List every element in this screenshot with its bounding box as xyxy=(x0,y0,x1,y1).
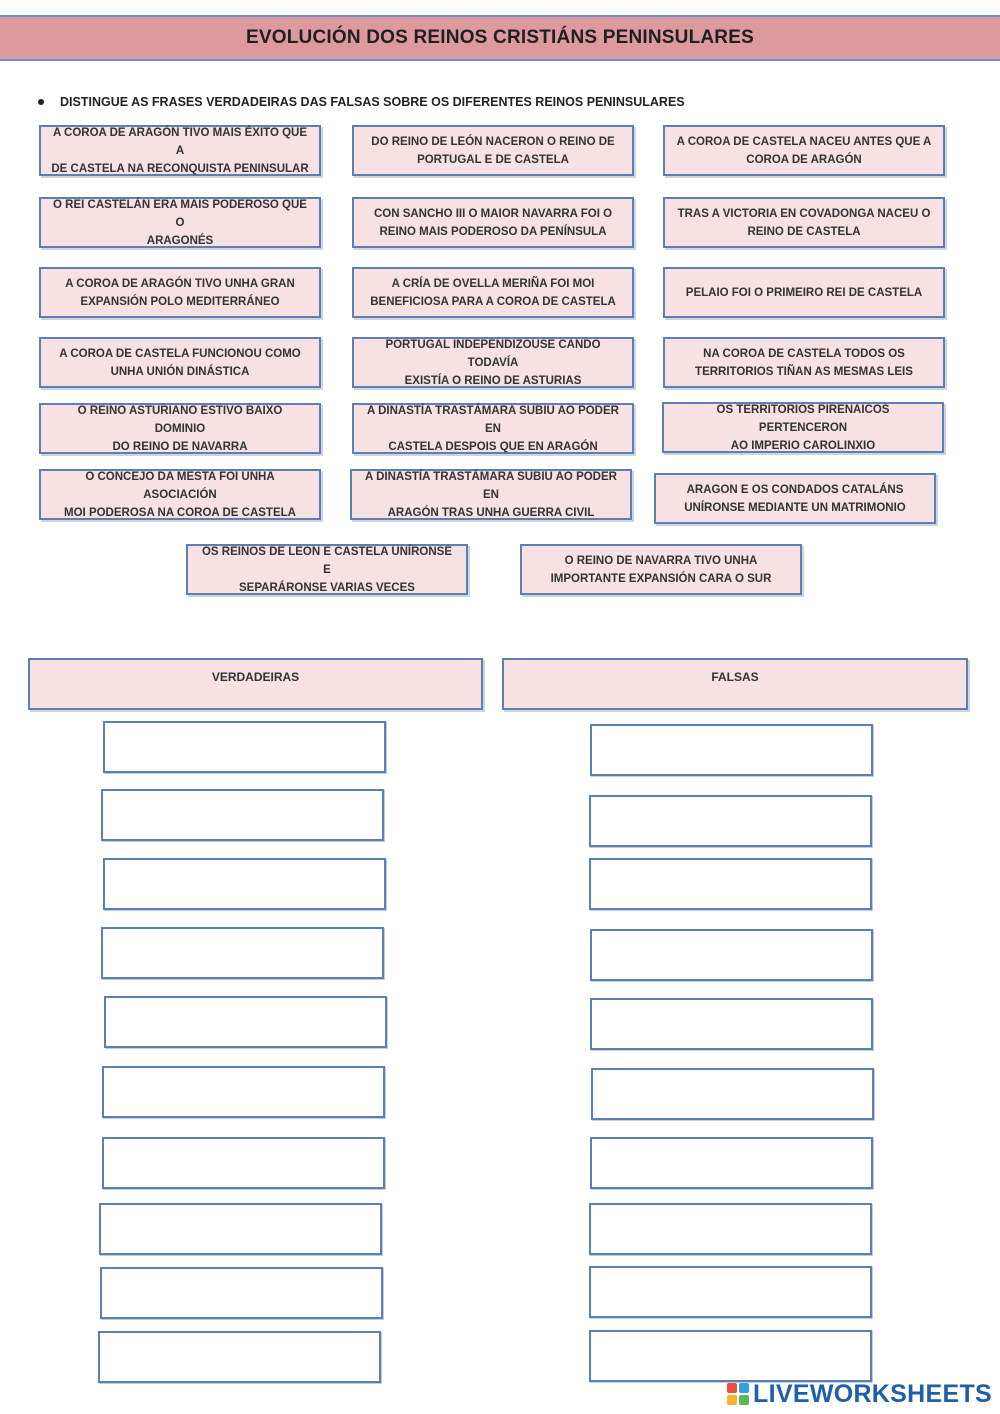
phrase-card[interactable]: A COROA DE ARAGÓN TIVO UNHA GRAN EXPANSIÓN POLO MEDITERRÁNEO xyxy=(39,267,321,318)
true-drop-box[interactable] xyxy=(100,1267,383,1319)
phrase-card[interactable]: O CONCEJO DA MESTA FOI UNHA ASOCIACIÓN MOI PODEROSA NA COROA DE CASTELA xyxy=(39,469,321,520)
false-column-label: FALSAS xyxy=(711,670,759,684)
title-bar xyxy=(0,15,1000,61)
phrase-card[interactable]: A COROA DE CASTELA FUNCIONOU COMO UNHA UNIÓN DINÁSTICA xyxy=(39,337,321,388)
false-drop-box[interactable] xyxy=(589,1203,872,1255)
phrase-card[interactable]: A DINASTÍA TRASTÁMARA SUBIU AO PODER EN ARAGÓN TRAS UNHA GUERRA CIVIL xyxy=(350,469,632,520)
instruction xyxy=(38,92,685,112)
phrase-card[interactable]: PELAIO FOI O PRIMEIRO REI DE CASTELA xyxy=(663,267,945,318)
phrase-card[interactable]: NA COROA DE CASTELA TODOS OS TERRITORIOS TIÑAN AS MESMAS LEIS xyxy=(663,337,945,388)
phrase-card[interactable]: A DINASTÍA TRASTÁMARA SUBIU AO PODER EN CASTELA DESPOIS QUE EN ARAGÓN xyxy=(352,403,634,454)
false-drop-box[interactable] xyxy=(590,1137,873,1189)
phrase-card[interactable]: O REI CASTELÁN ERA MAIS PODEROSO QUE O ARAGONÉS xyxy=(39,197,321,248)
phrase-card[interactable]: PORTUGAL INDEPENDIZOUSE CANDO TODAVÍA EXISTÍA O REINO DE ASTURIAS xyxy=(352,337,634,388)
liveworksheets-logo xyxy=(727,1380,992,1408)
phrase-card[interactable]: A COROA DE CASTELA NACEU ANTES QUE A COROA DE ARAGÓN xyxy=(663,125,945,176)
phrase-card[interactable]: O REINO ASTURIANO ESTIVO BAIXO DOMINIO DO REINO DE NAVARRA xyxy=(39,403,321,454)
false-drop-box[interactable] xyxy=(590,929,873,981)
phrase-card[interactable]: OS REINOS DE LEON E CASTELA UNÍRONSE E SEPARÁRONSE VARIAS VECES xyxy=(186,544,468,595)
false-drop-box[interactable] xyxy=(589,1330,872,1382)
true-drop-box[interactable] xyxy=(104,996,387,1048)
phrase-card[interactable]: OS TERRITORIOS PIRENAICOS PERTENCERON AO IMPERIO CAROLINXIO xyxy=(662,402,944,453)
phrase-card[interactable]: A CRÍA DE OVELLA MERIÑA FOI MOI BENEFICIOSA PARA A COROA DE CASTELA xyxy=(352,267,634,318)
true-drop-box[interactable] xyxy=(103,721,386,773)
false-drop-box[interactable] xyxy=(589,858,872,910)
true-drop-box[interactable] xyxy=(102,1137,385,1189)
false-drop-box[interactable] xyxy=(591,1068,874,1120)
page-title: EVOLUCIÓN DOS REINOS CRISTIÁNS PENINSULARES xyxy=(246,27,754,48)
phrase-card[interactable]: TRAS A VICTORIA EN COVADONGA NACEU O REINO DE CASTELA xyxy=(663,197,945,248)
true-drop-box[interactable] xyxy=(102,1066,385,1118)
true-drop-box[interactable] xyxy=(103,858,386,910)
instruction-text: DISTINGUE AS FRASES VERDADEIRAS DAS FALSAS SOBRE OS DIFERENTES REINOS PENINSULARES xyxy=(60,95,685,109)
true-column-label: VERDADEIRAS xyxy=(211,670,300,684)
true-column-header xyxy=(28,658,483,710)
true-drop-box[interactable] xyxy=(101,927,384,979)
phrase-card[interactable]: ARAGON E OS CONDADOS CATALÁNS UNÍRONSE MEDIANTE UN MATRIMONIO xyxy=(654,473,936,524)
logo-text: LIVEWORKSHEETS xyxy=(753,1379,992,1408)
false-drop-box[interactable] xyxy=(589,1266,872,1318)
false-drop-box[interactable] xyxy=(589,795,872,847)
phrase-card[interactable]: A COROA DE ARAGÓN TIVO MAIS ÉXITO QUE A DE CASTELA NA RECONQUISTA PENINSULAR xyxy=(39,125,321,176)
phrase-card[interactable]: CON SANCHO III O MAIOR NAVARRA FOI O REINO MAIS PODEROSO DA PENÍNSULA xyxy=(352,197,634,248)
false-drop-box[interactable] xyxy=(590,724,873,776)
bullet-icon xyxy=(38,99,44,105)
true-drop-box[interactable] xyxy=(101,789,384,841)
logo-icon xyxy=(727,1383,749,1405)
true-drop-box[interactable] xyxy=(98,1331,381,1383)
false-column-header xyxy=(502,658,968,710)
phrase-card[interactable]: DO REINO DE LEÓN NACERON O REINO DE PORTUGAL E DE CASTELA xyxy=(352,125,634,176)
false-drop-box[interactable] xyxy=(590,998,873,1050)
true-drop-box[interactable] xyxy=(99,1203,382,1255)
phrase-card[interactable]: O REINO DE NAVARRA TIVO UNHA IMPORTANTE EXPANSIÓN CARA O SUR xyxy=(520,544,802,595)
